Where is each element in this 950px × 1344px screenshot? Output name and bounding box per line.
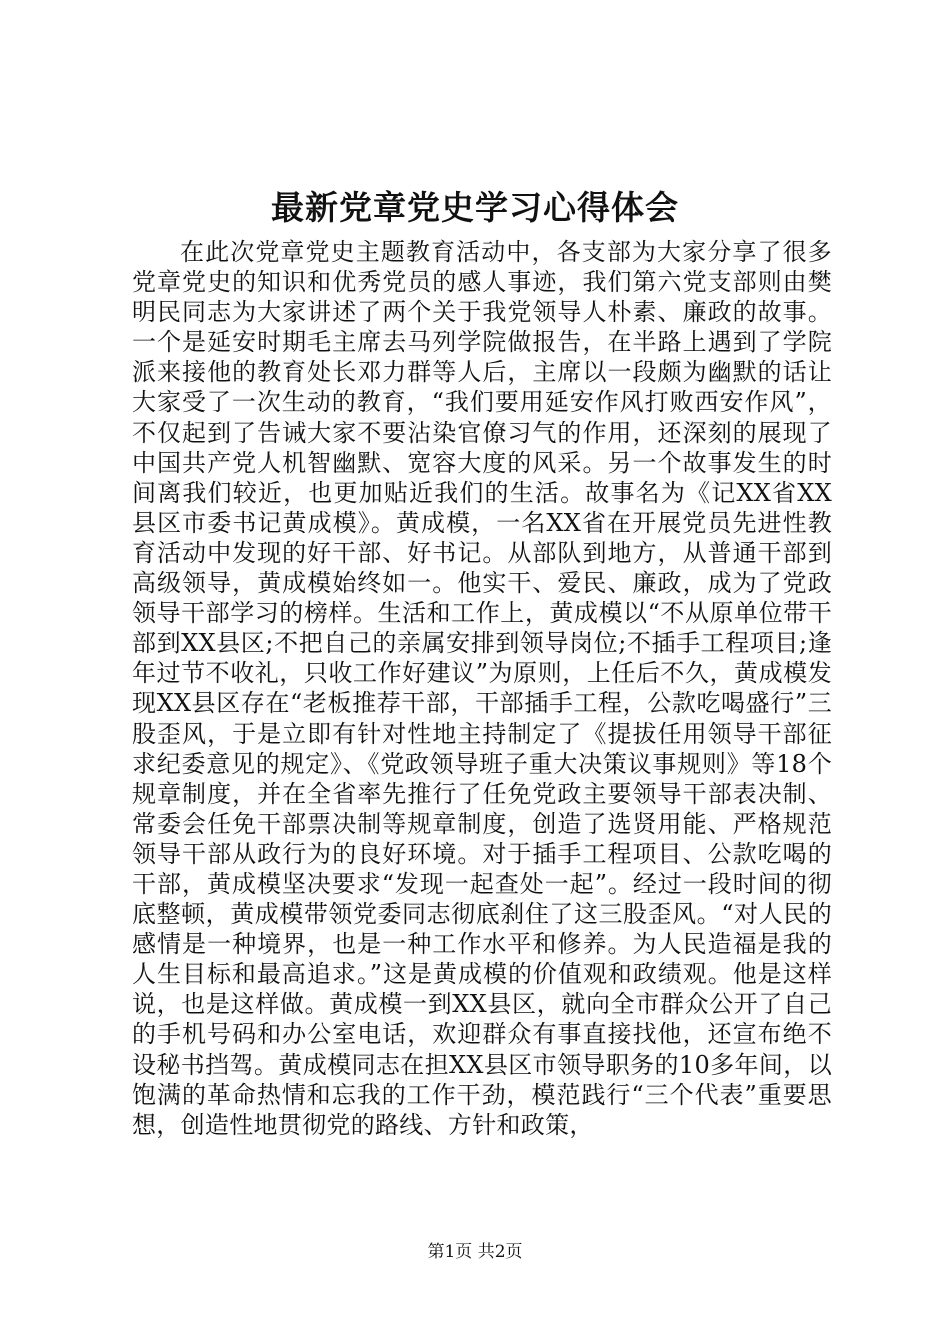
body-paragraph: 在此次党章党史主题教育活动中，各支部为大家分享了很多党章党史的知识和优秀党员的感人事迹，我们第六党支部则由樊明民同志为大家讲述了两个关于我党领导人朴素、廉政的故事。一个是延安时期毛主席去马列学院做报告，在半路上遇到了学院派来接他的教育处长邓力群等人后，主席以一段颇为幽默的话让大家受了一次生动的教育，“我们要用延安作风打败西安作风”，不仅起到了告诫大家不要沾染官僚习气的作用，还深刻的展现了中国共产党人机智幽默、宽容大度的风采。另一个故事发生的时间离我们较近，也更加贴近我们的生活。故事名为《记XX省XX县区市委书记黄成模》。黄成模，一名XX省在开展党员先进性教育活动中发现的好干部、好书记。从部队到地方，从普通干部到高级领导，黄成模始终如一。他实干、爱民、廉政，成为了党政领导干部学习的榜样。生活和工作上，黄成模以“不从原单位带干部到XX县区;不把自己的亲属安排到领导岗位;不插手工程项目;逢年过节不收礼，只收工作好建议”为原则，上任后不久，黄成模发现XX县区存在“老板推荐干部，干部插手工程，公款吃喝盛行”三股歪风，于是立即有针对性地主持制定了《提拔任用领导干部征求纪委意见的规定》、《党政领导班子重大决策议事规则》等18个规章制度，并在全省率先推行了任免党政主要领导干部表决制、常委会任免干部票决制等规章制度，创造了选贤用能、严格规范领导干部从政行为的良好环境。对于插手工程项目、公款吃喝的干部，黄成模坚决要求“发现一起查处一起”。经过一段时间的彻底整顿，黄成模带领党委同志彻底刹住了这三股歪风。“对人民的感情是一种境界，也是一种工作水平和修养。为人民造福是我的人生目标和最高追求。”这是黄成模的价值观和政绩观。他是这样说，也是这样做。黄成模一到XX县区，就向全市群众公开了自己的手机号码和办公室电话，欢迎群众有事直接找他，还宣布绝不设秘书挡驾。黄成模同志在担XX县区市领导职务的10多年间，以饱满的革命热情和忘我的工作干劲，模范践行“三个代表”重要思想，创造性地贯彻党的路线、方针和政策， (132, 238, 832, 1139)
document-title: 最新党章党史学习心得体会 (271, 188, 679, 227)
page-footer: 第1页 共2页 (427, 1242, 523, 1262)
